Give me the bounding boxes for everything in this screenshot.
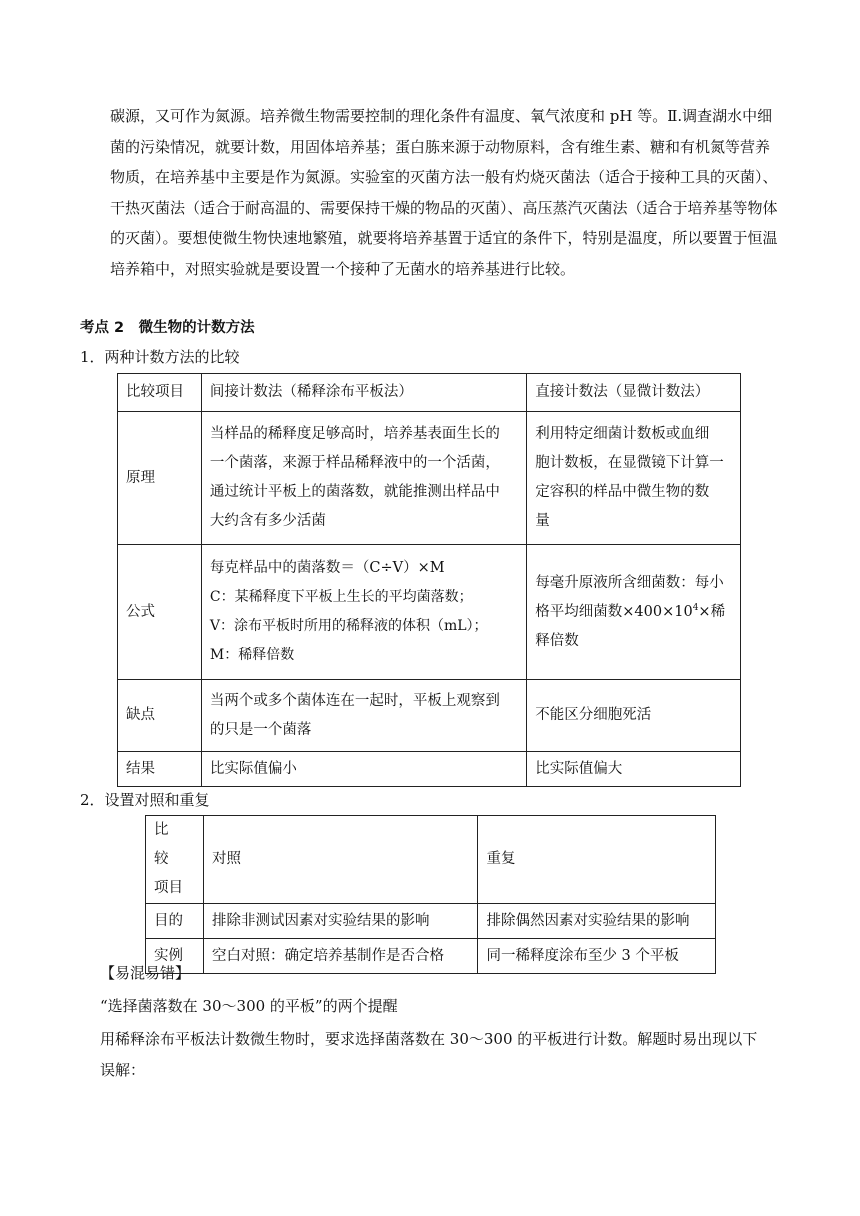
header-line: 比 较 xyxy=(154,822,183,867)
formula-text: ×稀 xyxy=(698,603,726,620)
table-cell xyxy=(527,545,741,680)
table-header-cell: 直接计数法（显微计数法） xyxy=(527,374,741,412)
table-cell xyxy=(201,680,526,752)
cell-line: M：稀释倍数 xyxy=(209,647,295,663)
section1-title: 1．两种计数方法的比较 xyxy=(80,348,240,366)
note-title: 【易混易错】 xyxy=(100,964,191,982)
intro-line: 培养箱中，对照实验就是要设置一个接种了无菌水的培养基进行比较。 xyxy=(110,259,576,278)
intro-line: 的灭菌）。要想使微生物快速地繁殖，就要将培养基置于适宜的条件下，特别是温度，所以要置于恒温 xyxy=(110,229,778,247)
table-cell: 排除偶然因素对实验结果的影响 xyxy=(478,904,716,939)
cell-line: 当样品的稀释度足够高时，培养基表面生长的 xyxy=(209,426,500,442)
row-label: 缺点 xyxy=(118,680,202,752)
row-label: 实例 xyxy=(146,939,204,974)
formula-exponent: 4 xyxy=(692,602,699,613)
row-label: 目的 xyxy=(146,904,204,939)
table-header-cell xyxy=(146,816,204,904)
table-cell: 空白对照：确定培养基制作是否合格 xyxy=(203,939,477,974)
intro-line: 碳源，又可作为氮源。培养微生物需要控制的理化条件有温度、氧气浓度和 pH 等。Ⅱ.调查湖水中细 xyxy=(110,107,773,125)
cell-line: 每克样品中的菌落数＝（C÷V）×M xyxy=(209,560,445,576)
control-repeat-table xyxy=(145,815,716,974)
cell-line: 一个菌落，来源于样品稀释液中的一个活菌， xyxy=(209,455,500,471)
cell-line: 通过统计平板上的菌落数，就能推测出样品中 xyxy=(209,484,500,500)
cell-line: 释倍数 xyxy=(535,632,579,649)
table-header-cell: 比较项目 xyxy=(118,374,202,412)
cell-line: 量 xyxy=(535,513,550,529)
table-row xyxy=(146,904,716,939)
cell-line: 大约含有多少活菌 xyxy=(209,513,326,529)
cell-line: 每毫升原液所含细菌数：每小 xyxy=(535,574,724,591)
table-header-cell: 重复 xyxy=(478,816,716,904)
table-header-cell: 间接计数法（稀释涂布平板法） xyxy=(201,374,526,412)
table-header-row xyxy=(146,816,716,904)
table-row xyxy=(118,545,741,680)
cell-line: 利用特定细菌计数板或血细 xyxy=(535,426,710,442)
cell-line: C：某稀释度下平板上生长的平均菌落数； xyxy=(209,589,473,605)
formula-text: 格平均细菌数×400×10 xyxy=(535,603,693,620)
table-row xyxy=(118,680,741,752)
note-line: 误解： xyxy=(100,1061,146,1079)
table-header-cell: 对照 xyxy=(203,816,477,904)
header-line: 项目 xyxy=(154,880,183,896)
row-label: 原理 xyxy=(118,412,202,545)
table-header-row xyxy=(118,374,741,412)
table-cell: 同一稀释度涂布至少 3 个平板 xyxy=(478,939,716,974)
section2-title: 2．设置对照和重复 xyxy=(80,791,210,809)
intro-line: 干热灭菌法（适合于耐高温的、需要保持干燥的物品的灭菌）、高压蒸汽灭菌法（适合于培养基等物体 xyxy=(110,198,778,217)
cell-line: 胞计数板，在显微镜下计算一 xyxy=(535,455,724,471)
cell-line: V：涂布平板时所用的稀释液的体积（mL）； xyxy=(209,618,488,634)
counting-methods-table xyxy=(117,373,741,787)
intro-line: 菌的污染情况，就要计数，用固体培养基；蛋白胨来源于动物原料，含有维生素、糖和有机氮等营养 xyxy=(110,137,771,156)
cell-line: 当两个或多个菌体连在一起时，平板上观察到 xyxy=(209,692,500,709)
section-heading: 考点 2 微生物的计数方法 xyxy=(80,320,255,336)
cell-line: 定容积的样品中微生物的数 xyxy=(535,484,710,500)
table-cell: 比实际值偏大 xyxy=(527,752,741,787)
table-cell: 不能区分细胞死活 xyxy=(527,680,741,752)
intro-line: 物质，在培养基中主要是作为氮源。实验室的灭菌方法一般有灼烧灭菌法（适合于接种工具的灭菌）、 xyxy=(110,168,778,186)
note-line: 用稀释涂布平板法计数微生物时，要求选择菌落数在 30～300 的平板进行计数。解题时易出现以下 xyxy=(100,1030,758,1048)
row-label: 公式 xyxy=(118,545,202,680)
cell-line xyxy=(535,598,732,627)
table-row xyxy=(146,939,716,974)
table-cell xyxy=(201,545,526,680)
table-row xyxy=(118,752,741,787)
note-subtitle: “选择菌落数在 30～300 的平板”的两个提醒 xyxy=(100,997,398,1015)
table-row xyxy=(118,412,741,545)
note-paragraph xyxy=(100,1024,800,1086)
intro-paragraph xyxy=(110,101,790,284)
table-cell: 比实际值偏小 xyxy=(201,752,526,787)
table-cell: 排除非测试因素对实验结果的影响 xyxy=(203,904,477,939)
table-cell xyxy=(527,412,741,545)
row-label: 结果 xyxy=(118,752,202,787)
table-cell xyxy=(201,412,526,545)
cell-line: 的只是一个菌落 xyxy=(209,721,312,738)
